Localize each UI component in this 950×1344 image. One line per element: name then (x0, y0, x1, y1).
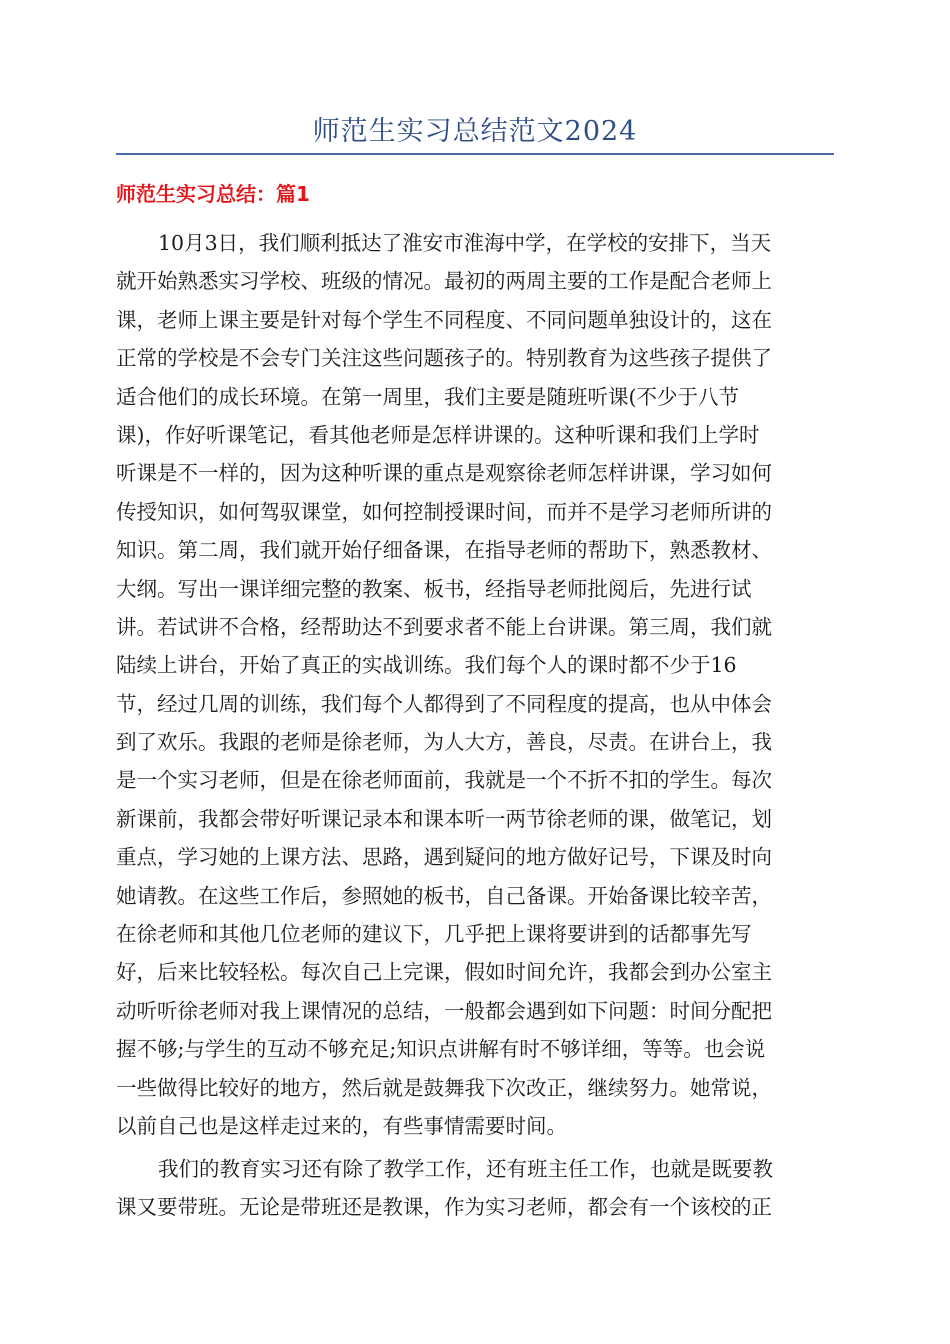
title-divider (116, 153, 834, 155)
text-line: 握不够;与学生的互动不够充足;知识点讲解有时不够详细，等等。也会说 (116, 1037, 766, 1062)
text-line: 正常的学校是不会专门关注这些问题孩子的。特别教育为这些孩子提供了 (116, 346, 772, 371)
text-line: 在徐老师和其他几位老师的建议下，几乎把上课将要讲到的话都事先写 (116, 922, 752, 947)
text-line: 节，经过几周的训练，我们每个人都得到了不同程度的提高，也从中体会 (116, 691, 772, 716)
text-line: 课又要带班。无论是带班还是教课，作为实习老师，都会有一个该校的正 (116, 1195, 772, 1220)
text-line: 听课是不一样的，因为这种听课的重点是观察徐老师怎样讲课，学习如何 (116, 461, 772, 486)
text-line: 就开始熟悉实习学校、班级的情况。最初的两周主要的工作是配合老师上 (116, 269, 772, 294)
text-line: 讲。若试讲不合格，经帮助达不到要求者不能上台讲课。第三周，我们就 (116, 614, 772, 639)
text-line: 陆续上讲台，开始了真正的实战训练。我们每个人的课时都不少于16 (116, 653, 737, 678)
text-line: 课)，作好听课笔记，看其他老师是怎样讲课的。这种听课和我们上学时 (116, 422, 760, 447)
text-line: 大纲。写出一课详细完整的教案、板书，经指导老师批阅后，先进行试 (116, 576, 752, 601)
text-line: 新课前，我都会带好听课记录本和课本听一两节徐老师的课，做笔记，划 (116, 806, 772, 831)
text-line: 我们的教育实习还有除了教学工作，还有班主任工作，也就是既要教 (158, 1157, 773, 1181)
text-line: 知识。第二周，我们就开始仔细备课，在指导老师的帮助下，熟悉教材、 (116, 538, 772, 563)
text-line: 是一个实习老师，但是在徐老师面前，我就是一个不折不扣的学生。每次 (116, 768, 772, 793)
section-heading: 师范生实习总结：篇1 (116, 182, 310, 206)
text-line: 适合他们的成长环境。在第一周里，我们主要是随班听课(不少于八节 (116, 384, 739, 409)
text-line: 到了欢乐。我跟的老师是徐老师，为人大方，善良，尽责。在讲台上，我 (116, 730, 772, 755)
text-line: 好，后来比较轻松。每次自己上完课，假如时间允许，我都会到办公室主 (116, 960, 772, 985)
text-line: 她请教。在这些工作后，参照她的板书，自己备课。开始备课比较辛苦， (116, 883, 772, 908)
paragraph-2 (116, 1150, 834, 1227)
text-line: 以前自己也是这样走过来的，有些事情需要时间。 (116, 1113, 567, 1138)
text-line: 10月3日，我们顺利抵达了淮安市淮海中学，在学校的安排下，当天 (158, 231, 772, 255)
text-line: 传授知识，如何驾驭课堂，如何控制授课时间，而并不是学习老师所讲的 (116, 499, 772, 524)
document-title: 师范生实习总结范文2024 (312, 116, 638, 147)
text-line: 动听听徐老师对我上课情况的总结，一般都会遇到如下问题：时间分配把 (116, 998, 772, 1023)
text-line: 重点，学习她的上课方法、思路，遇到疑问的地方做好记号，下课及时向 (116, 845, 772, 870)
paragraph-1 (116, 224, 834, 1145)
text-line: 一些做得比较好的地方，然后就是鼓舞我下次改正，继续努力。她常说， (116, 1075, 772, 1100)
text-line: 课，老师上课主要是针对每个学生不同程度、不同问题单独设计的，这在 (116, 307, 772, 332)
